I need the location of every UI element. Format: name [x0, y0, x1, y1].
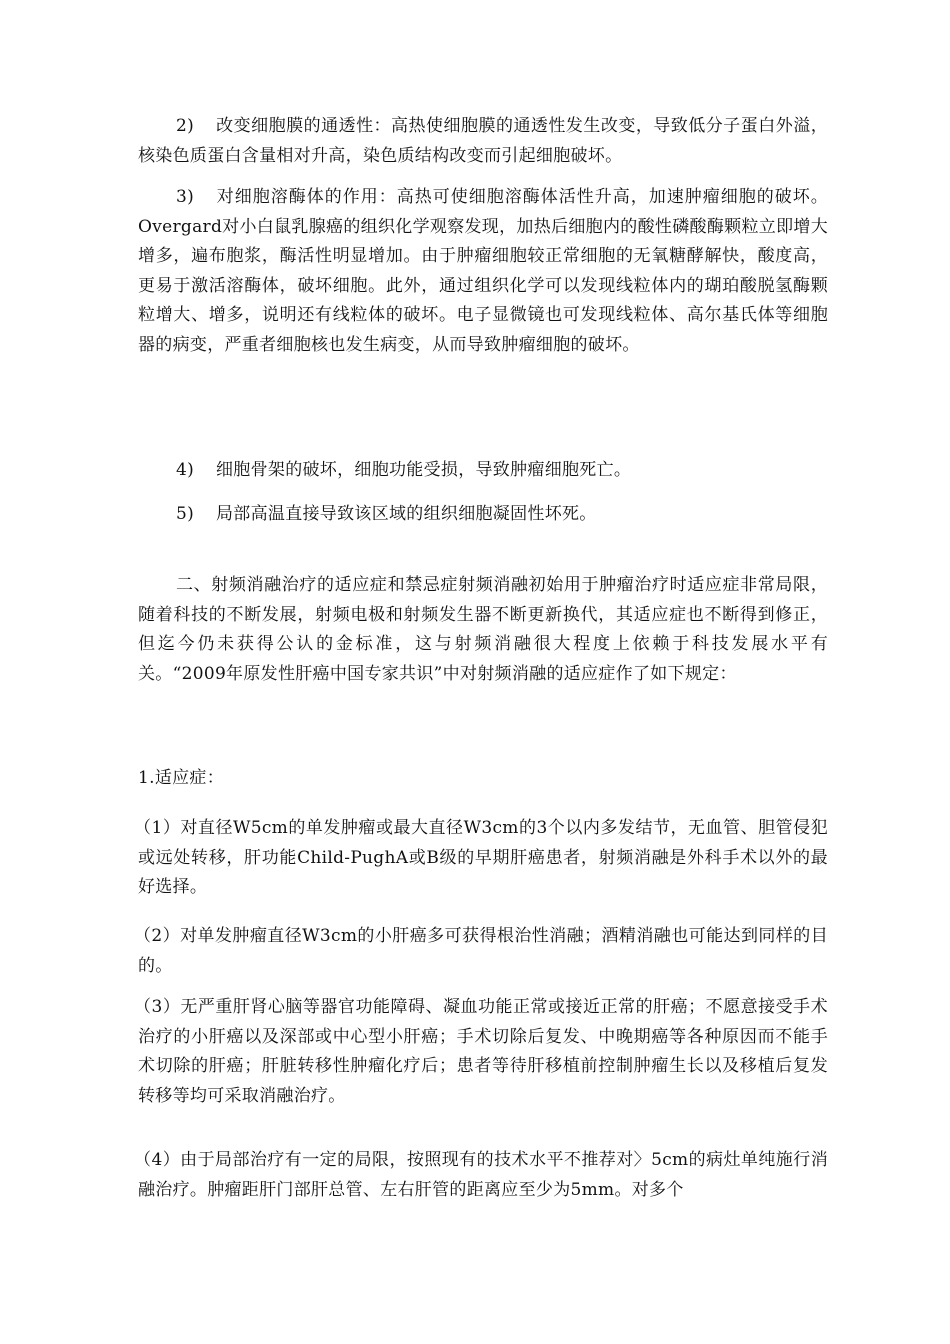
list-number: 5) [176, 504, 195, 524]
indication-1: （1）对直径W5cm的单发肿瘤或最大直径W3cm的3个以内多发结节，无血管、胆管侵犯或远处转移，肝功能Child-PughA或B级的早期肝癌患者，射频消融是外科手术以外的最好选择。 [134, 818, 828, 897]
list-item-text: 改变细胞膜的通透性：高热使细胞膜的通透性发生改变，导致低分子蛋白外溢，核染色质蛋白含量相对升高，染色质结构改变而引起细胞破坏。 [138, 116, 828, 166]
list-item-text: 细胞骨架的破坏，细胞功能受损，导致肿瘤细胞死亡。 [216, 460, 632, 480]
list-number: 3) [176, 187, 195, 207]
list-item-4 [138, 456, 828, 486]
section-paragraph: 二、射频消融治疗的适应症和禁忌症射频消融初始用于肿瘤治疗时适应症非常局限，随着科技的不断发展，射频电极和射频发生器不断更新换代，其适应症也不断得到修正，但迄今仍未获得公认的金标准，这与射频消融很大程度上依赖于科技发展水平有关。“2009年原发性肝癌中国专家共识”中对射频消融的适应症作了如下规定： [138, 575, 828, 684]
list-item-2 [138, 112, 828, 171]
list-item-text: 局部高温直接导致该区域的组织细胞凝固性坏死。 [216, 504, 597, 524]
list-item-5 [138, 500, 828, 530]
list-item-3 [138, 183, 828, 360]
indication-2: （2）对单发肿瘤直径W3cm的小肝癌多可获得根治性消融；酒精消融也可能达到同样的目的。 [134, 926, 828, 976]
list-item-text: 对细胞溶酶体的作用：高热可使细胞溶酶体活性升高，加速肿瘤细胞的破坏。Overgard对小白鼠乳腺癌的组织化学观察发现，加热后细胞内的酸性磷酸酶颗粒立即增大增多，遍布胞浆，酶活性明显增加。由于肿瘤细胞较正常细胞的无氧糖酵解快，酸度高，更易于激活溶酶体，破坏细胞。此外，通过组织化学可以发现线粒体内的瑚珀酸脱氢酶颗粒增大、增多，说明还有线粒体的破坏。电子显微镜也可发现线粒体、高尔基氏体等细胞器的病变，严重者细胞核也发生病变，从而导致肿瘤细胞的破坏。 [138, 187, 828, 355]
section-heading: 1.适应症： [138, 768, 225, 788]
indication-4: （4）由于局部治疗有一定的局限，按照现有的技术水平不推荐对〉5cm的病灶单纯施行消融治疗。肿瘤距肝门部肝总管、左右肝管的距离应至少为5mm。对多个 [134, 1150, 828, 1200]
indication-3: （3）无严重肝肾心脑等器官功能障碍、凝血功能正常或接近正常的肝癌；不愿意接受手术治疗的小肝癌以及深部或中心型小肝癌；手术切除后复发、中晚期癌等各种原因而不能手术切除的肝癌；肝脏转移性肿瘤化疗后；患者等待肝移植前控制肿瘤生长以及移植后复发转移等均可采取消融治疗。 [134, 997, 828, 1106]
list-number: 2) [176, 116, 195, 136]
list-number: 4) [176, 460, 195, 480]
